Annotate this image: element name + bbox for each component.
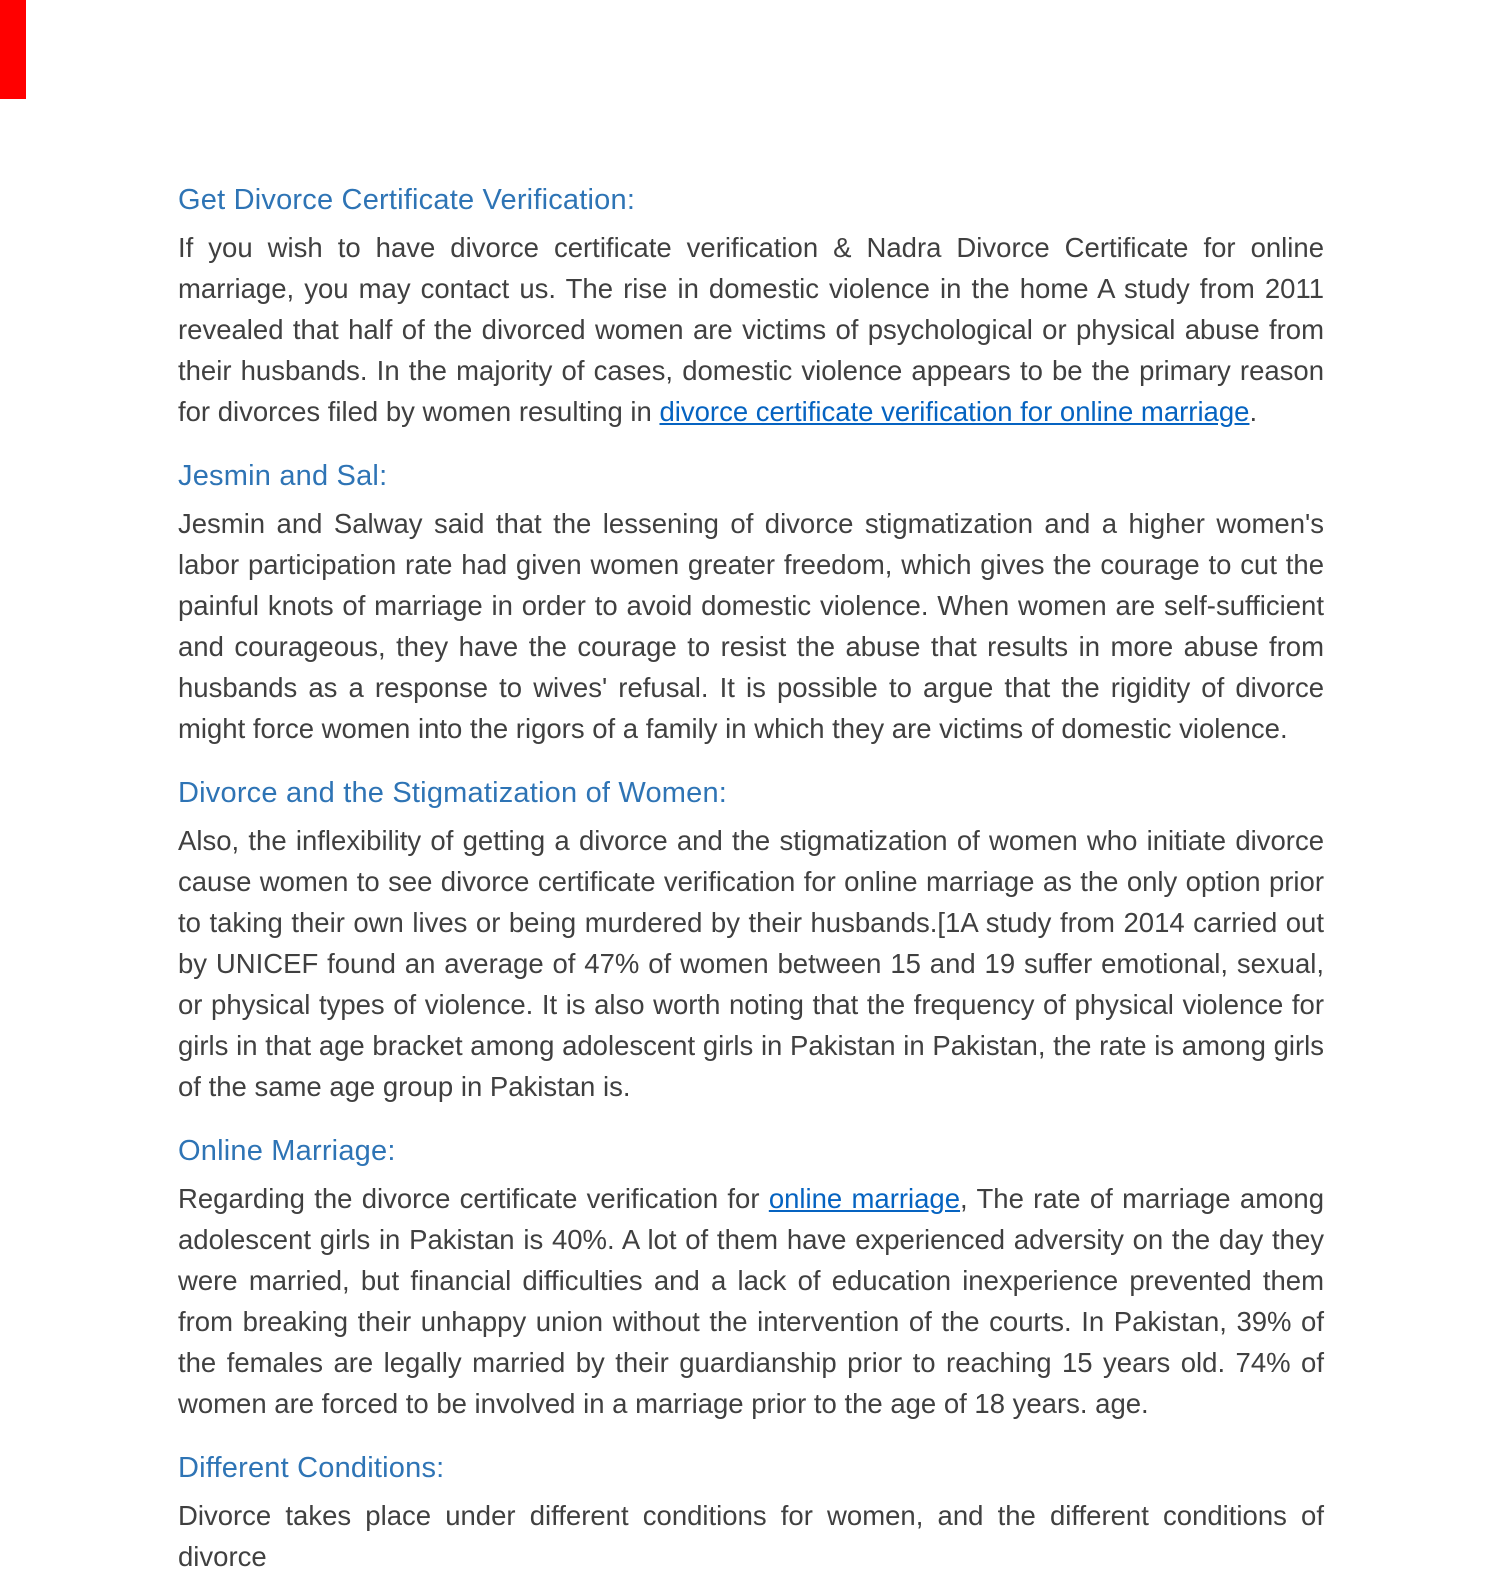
paragraph-text: Divorce takes place under different conditions for women, and the different conditions of divorce: [178, 1500, 1324, 1572]
paragraph-text: Regarding the divorce certificate verification for: [178, 1183, 769, 1214]
document-content: [178, 0, 1324, 1577]
section-paragraph: [178, 227, 1324, 432]
section-heading: Divorce and the Stigmatization of Women:: [178, 777, 728, 809]
document-section: [178, 182, 1324, 432]
document-section: [178, 1133, 1324, 1424]
document-section: [178, 775, 1324, 1107]
paragraph-text: , The rate of marriage among adolescent girls in Pakistan is 40%. A lot of them have experienced adversity on the day they were married, but financial difficulties and a lack of education inexperience prevented them from breaking their unhappy union without the intervention of the courts. In Pakistan, 39% of the females are legally married by their guardianship prior to reaching 15 years old. 74% of women are forced to be involved in a marriage prior to the age of 18 years. age.: [178, 1183, 1324, 1419]
section-heading: Jesmin and Sal:: [178, 460, 388, 492]
section-heading: Different Conditions:: [178, 1452, 445, 1484]
section-paragraph: [178, 1178, 1324, 1424]
red-margin-mark: [0, 0, 26, 99]
section-paragraph: [178, 820, 1324, 1107]
section-heading: Online Marriage:: [178, 1135, 396, 1167]
section-paragraph: [178, 503, 1324, 749]
paragraph-text: If you wish to have divorce certificate verification & Nadra Divorce Certificate for online marriage, you may contact us. The rise in domestic violence in the home A study from 2011 revealed that half of the divorced women are victims of psychological or physical abuse from their husbands. In the majority of cases, domestic violence appears to be the primary reason for divorces filed by women resulting in: [178, 232, 1324, 427]
inline-link[interactable]: online marriage: [768, 1183, 961, 1214]
document-section: [178, 1450, 1324, 1577]
inline-link[interactable]: divorce certificate verification for online marriage: [659, 396, 1250, 427]
section-heading: Get Divorce Certificate Verification:: [178, 184, 636, 216]
paragraph-text: Also, the inflexibility of getting a divorce and the stigmatization of women who initiate divorce cause women to see divorce certificate verification for online marriage as the only option prior to taking their own lives or being murdered by their husbands.[1A study from 2014 carried out by UNICEF found an average of 47% of women between 15 and 19 suffer emotional, sexual, or physical types of violence. It is also worth noting that the frequency of physical violence for girls in that age bracket among adolescent girls in Pakistan in Pakistan, the rate is among girls of the same age group in Pakistan is.: [178, 825, 1324, 1102]
document-section: [178, 458, 1324, 749]
paragraph-text: Jesmin and Salway said that the lessening of divorce stigmatization and a higher women's labor participation rate had given women greater freedom, which gives the courage to cut the painful knots of marriage in order to avoid domestic violence. When women are self-sufficient and courageous, they have the courage to resist the abuse that results in more abuse from husbands as a response to wives' refusal. It is possible to argue that the rigidity of divorce might force women into the rigors of a family in which they are victims of domestic violence.: [178, 508, 1324, 744]
paragraph-text: .: [1249, 396, 1258, 427]
section-paragraph-clipped: [178, 1495, 1324, 1577]
